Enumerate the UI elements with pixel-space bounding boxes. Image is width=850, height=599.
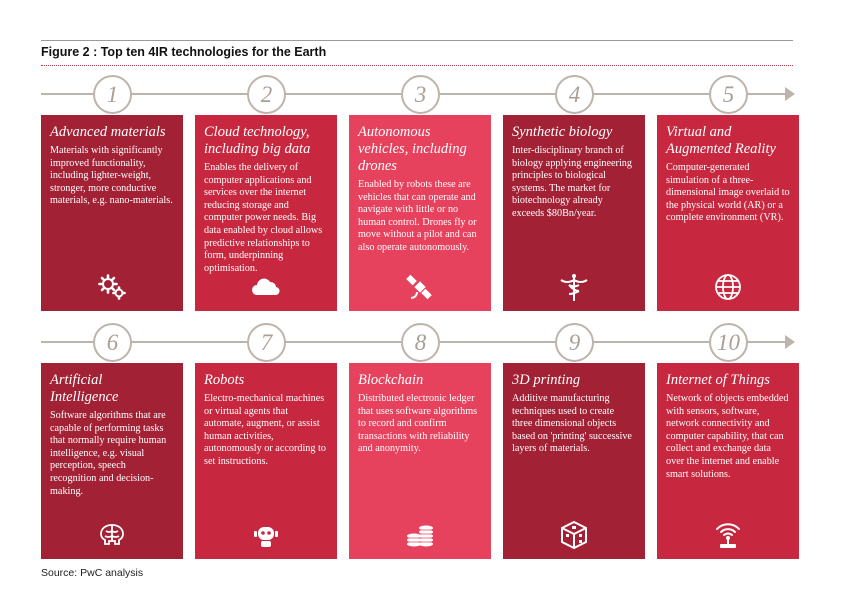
gears-icon: [96, 271, 128, 303]
source-note: Source: PwC analysis: [41, 567, 144, 579]
technology-card: [41, 363, 183, 559]
technology-card: [503, 115, 645, 311]
step-number: 9: [555, 323, 594, 362]
top-rule: [41, 40, 793, 41]
card-title: Artificial Intelligence: [50, 372, 119, 405]
robot-icon: [250, 519, 282, 551]
card-description: Materials with significantly improved functionality, including lighter-weight, stronger, more conductive materials, e.g. nano-materials.: [50, 145, 173, 207]
dotted-rule: [41, 65, 793, 66]
technology-card: [503, 363, 645, 559]
step-number: 6: [93, 323, 132, 362]
card-title: Blockchain: [358, 372, 424, 388]
card-title: Cloud technology, including big data: [204, 124, 311, 157]
card-title: Internet of Things: [666, 372, 770, 388]
antenna-icon: [712, 519, 744, 551]
card-description: Enabled by robots these are vehicles that can operate and navigate with little or no human control. Drones fly or move without a pilot and can also operate autonomously.: [358, 179, 477, 253]
satellite-icon: [404, 271, 436, 303]
coins-icon: [404, 519, 436, 551]
card-title: Autonomous vehicles, including drones: [358, 124, 467, 174]
card-title: Robots: [204, 372, 245, 388]
timeline-row-1: [41, 74, 801, 114]
technology-card: [349, 115, 491, 311]
technology-card: [195, 363, 337, 559]
technology-card: [349, 363, 491, 559]
step-number: 7: [247, 323, 286, 362]
step-number: 10: [709, 323, 748, 362]
step-number: 5: [709, 75, 748, 114]
technology-card: [657, 115, 799, 311]
card-description: Computer-generated simulation of a three-dimensional image overlaid to the physical world (AR) or a complete environment (VR).: [666, 162, 790, 224]
step-number: 8: [401, 323, 440, 362]
step-number: 2: [247, 75, 286, 114]
technology-card: [195, 115, 337, 311]
arrow-right-icon: [785, 335, 795, 349]
timeline-row-2: [41, 322, 801, 362]
card-title: Virtual and Augmented Reality: [666, 124, 776, 157]
card-description: Distributed electronic ledger that uses software algorithms to record and confirm transactions with reliability and anonymity.: [358, 393, 478, 455]
card-description: Network of objects embedded with sensors, software, network connectivity and computer capability, that can collect and exchange data over the internet and enable smart solutions.: [666, 393, 789, 480]
card-description: Inter-disciplinary branch of biology applying engineering principles to biological systems. The market for biotechnology already exceeds $80Bn/year.: [512, 145, 632, 219]
step-number: 1: [93, 75, 132, 114]
cloud-icon: [250, 271, 282, 303]
card-description: Enables the delivery of computer applications and services over the internet reducing storage and computer power needs. Big data enabled by cloud allows predictive relationships to form, underpinning optimisation.: [204, 162, 323, 274]
arrow-right-icon: [785, 87, 795, 101]
caduceus-icon: [558, 271, 590, 303]
brain-icon: [96, 519, 128, 551]
figure-title: Figure 2 : Top ten 4IR technologies for the Earth: [41, 45, 327, 59]
step-number: 3: [401, 75, 440, 114]
card-title: 3D printing: [512, 372, 581, 388]
card-description: Electro-mechanical machines or virtual agents that automate, augment, or assist human activities, autonomously or according to set instructions.: [204, 393, 326, 467]
step-number: 4: [555, 75, 594, 114]
technology-card: [657, 363, 799, 559]
card-title: Synthetic biology: [512, 124, 613, 140]
card-description: Additive manufacturing techniques used to create three dimensional objects based on 'printing' successive layers of materials.: [512, 393, 632, 455]
card-description: Software algorithms that are capable of performing tasks that normally require human intelligence, e.g. visual perception, speech recognition and decision-making.: [50, 410, 167, 497]
cube-icon: [558, 519, 590, 551]
globe-icon: [712, 271, 744, 303]
technology-card: [41, 115, 183, 311]
card-title: Advanced materials: [50, 124, 166, 140]
